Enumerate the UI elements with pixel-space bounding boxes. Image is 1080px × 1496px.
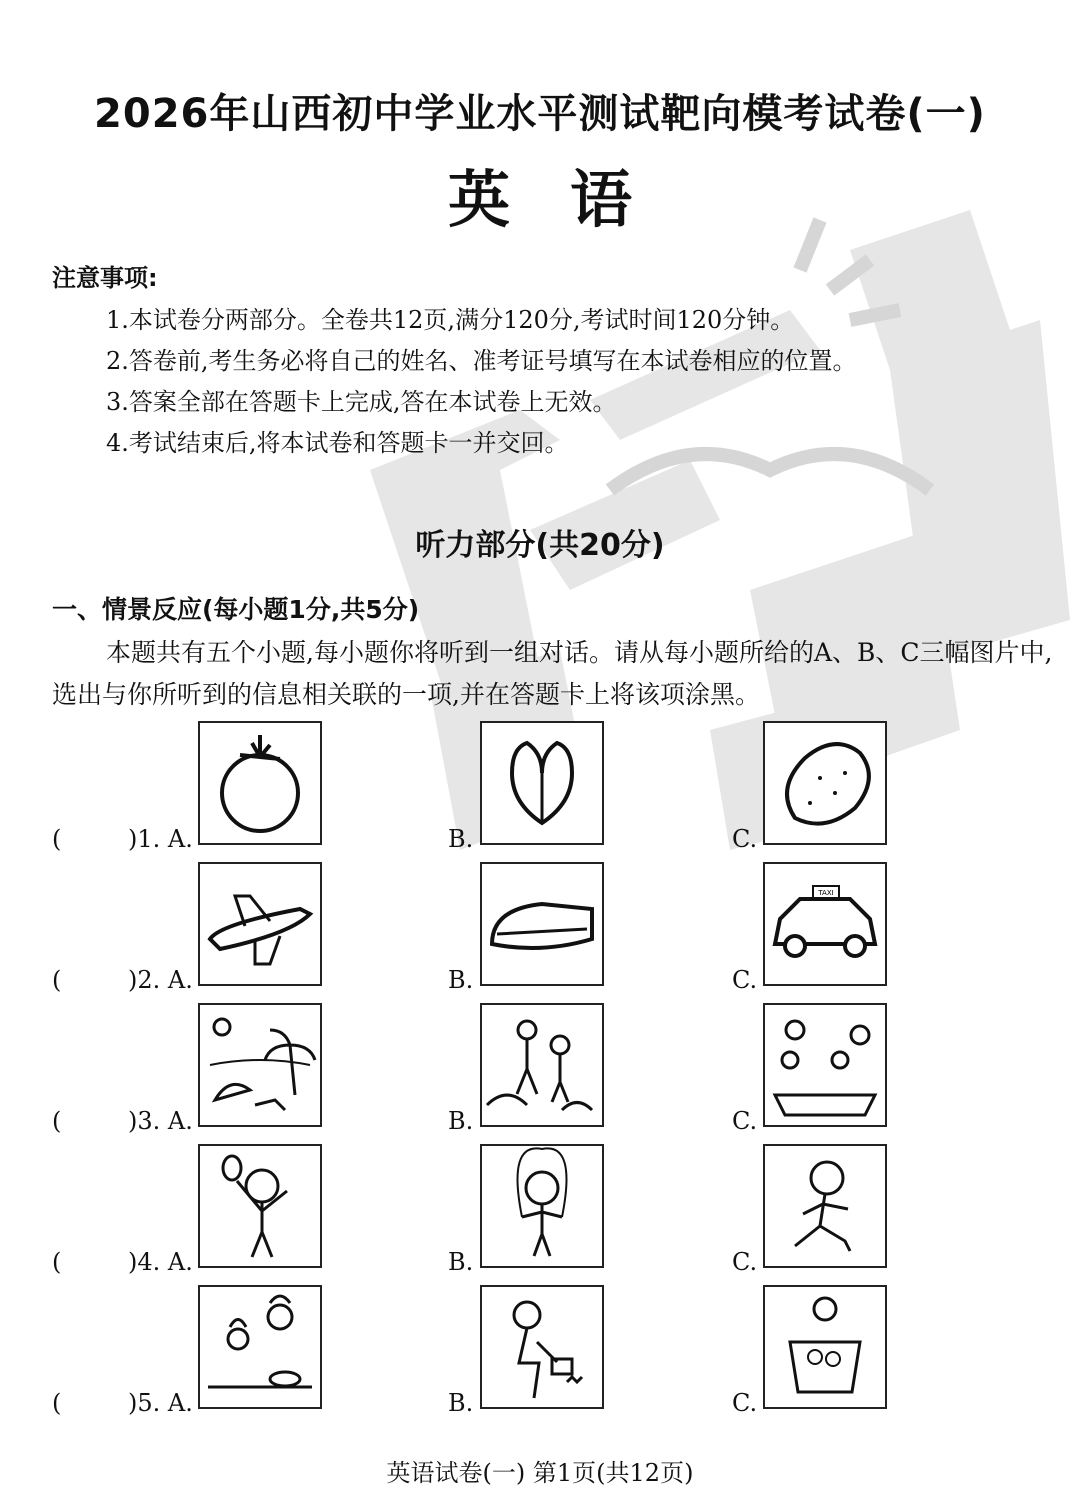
running-boy-icon: [763, 1144, 887, 1268]
notice-heading: 注意事项:: [52, 264, 158, 292]
page-footer: 英语试卷(一) 第1页(共12页): [386, 1459, 694, 1487]
question-row-3: [0, 1003, 1080, 1135]
cooking-scene-icon: [198, 1285, 322, 1409]
option-b-label: B.: [448, 966, 474, 994]
watering-plants-icon: [480, 1285, 604, 1409]
option-c-label: C.: [732, 966, 758, 994]
answer-paren[interactable]: (: [52, 825, 62, 853]
question-label: )1. A.: [128, 825, 193, 853]
subject-title: 英语: [447, 163, 692, 236]
section-title: 听力部分(共20分): [415, 528, 665, 563]
question-row-5: [0, 1285, 1080, 1417]
part-instructions: 本题共有五个小题,每小题你将听到一组对话。请从每小题所给的A、B、C三幅图片中,选出与你所听到的信息相关联的一项,并在答题卡上将该项涂黑。: [52, 638, 1053, 709]
jump-rope-boy-icon: [480, 1144, 604, 1268]
notice-item: 2.答卷前,考生务必将自己的姓名、准考证号填写在本试卷相应的位置。: [106, 347, 857, 375]
option-c-label: C.: [732, 1107, 758, 1135]
question-label: )3. A.: [128, 1107, 193, 1135]
option-c-label: C.: [732, 1389, 758, 1417]
airplane-icon: [198, 862, 322, 986]
question-row-1: [0, 721, 1080, 853]
taxi-icon: [763, 862, 887, 986]
washing-clothes-icon: [763, 1285, 887, 1409]
tomato-icon: [198, 721, 322, 845]
question-row-2: [0, 862, 1080, 994]
beach-scene-icon: [198, 1003, 322, 1127]
question-label: )5. A.: [128, 1389, 193, 1417]
answer-paren[interactable]: (: [52, 1107, 62, 1135]
exam-title: 2026年山西初中学业水平测试靶向模考试卷(一): [94, 91, 986, 137]
notice-item: 4.考试结束后,将本试卷和答题卡一并交回。: [106, 429, 569, 457]
cabbage-icon: [480, 721, 604, 845]
question-row-4: [0, 1144, 1080, 1276]
question-label: )2. A.: [128, 966, 193, 994]
question-label: )4. A.: [128, 1248, 193, 1276]
option-b-label: B.: [448, 1389, 474, 1417]
answer-paren[interactable]: (: [52, 1248, 62, 1276]
option-c-label: C.: [732, 825, 758, 853]
badminton-girl-icon: [198, 1144, 322, 1268]
option-b-label: B.: [448, 825, 474, 853]
answer-paren[interactable]: (: [52, 966, 62, 994]
notice-item: 3.答案全部在答题卡上完成,答在本试卷上无效。: [106, 388, 617, 416]
option-c-label: C.: [732, 1248, 758, 1276]
part-title: 一、情景反应(每小题1分,共5分): [52, 595, 420, 624]
option-b-label: B.: [448, 1248, 474, 1276]
picnic-scene-icon: [763, 1003, 887, 1127]
notice-item: 1.本试卷分两部分。全卷共12页,满分120分,考试时间120分钟。: [106, 306, 795, 334]
answer-paren[interactable]: (: [52, 1389, 62, 1417]
option-b-label: B.: [448, 1107, 474, 1135]
hiking-scene-icon: [480, 1003, 604, 1127]
taxi-sign-text: TAXI: [818, 889, 834, 897]
potato-icon: [763, 721, 887, 845]
high-speed-train-icon: [480, 862, 604, 986]
